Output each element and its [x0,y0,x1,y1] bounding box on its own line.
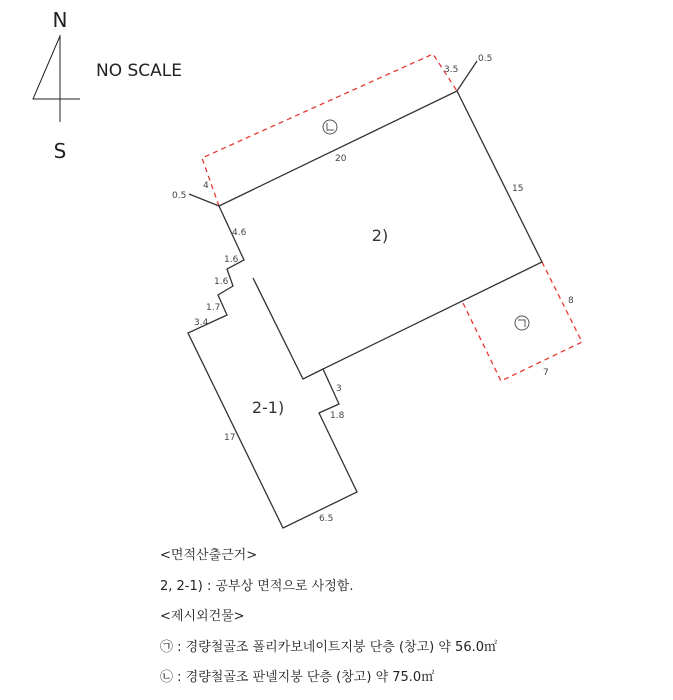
dim-label: 1.8 [330,411,345,421]
dim-label: 3 [336,384,342,394]
north-label: N [52,8,68,32]
dim-label: 1.6 [214,277,229,287]
dim-label: 6.5 [319,514,334,524]
dim-label: 8 [568,296,574,306]
dim-label: 0.5 [478,54,493,64]
dim-label: 4 [203,181,209,191]
building-divider [253,278,323,379]
notes-heading-area: <면적산출근거> [160,548,258,563]
annex-building-label: 2-1) [251,398,285,417]
building-outline [188,91,542,528]
north-arrow-icon [33,35,80,122]
notes-extra-b: ㉡ : 경량철골조 판넬지붕 단층 (창고) 약 75.0㎡ [160,670,435,685]
notes-heading-extra: <제시외건물> [160,609,245,624]
dim-label: 1.7 [206,303,221,313]
dim-label: 7 [543,368,549,378]
scale-note: NO SCALE [96,61,183,81]
notes-extra-a: ㉠ : 경량철골조 폴리카보네이트지붕 단층 (창고) 약 56.0㎡ [160,639,497,655]
notes-area-basis: 2, 2-1) : 공부상 면적으로 사정함. [160,578,354,594]
main-building-label: 2) [371,226,389,245]
dim-label: 20 [335,154,347,164]
dim-label: 0.5 [172,191,187,201]
dim-label: 3.4 [194,318,209,328]
dimension-labels [172,54,574,524]
leader-line-left [189,194,219,206]
dim-label: 4.6 [232,228,247,238]
dim-label: 1.6 [224,255,239,265]
dim-label: 15 [512,184,524,194]
area-notes [160,545,497,698]
dim-label: 3.5 [444,65,459,75]
extra-b-symbol [323,120,337,134]
leader-line-top [457,61,477,91]
dim-label: 17 [224,433,236,443]
extra-a-symbol [515,316,529,330]
south-label: S [53,139,67,163]
